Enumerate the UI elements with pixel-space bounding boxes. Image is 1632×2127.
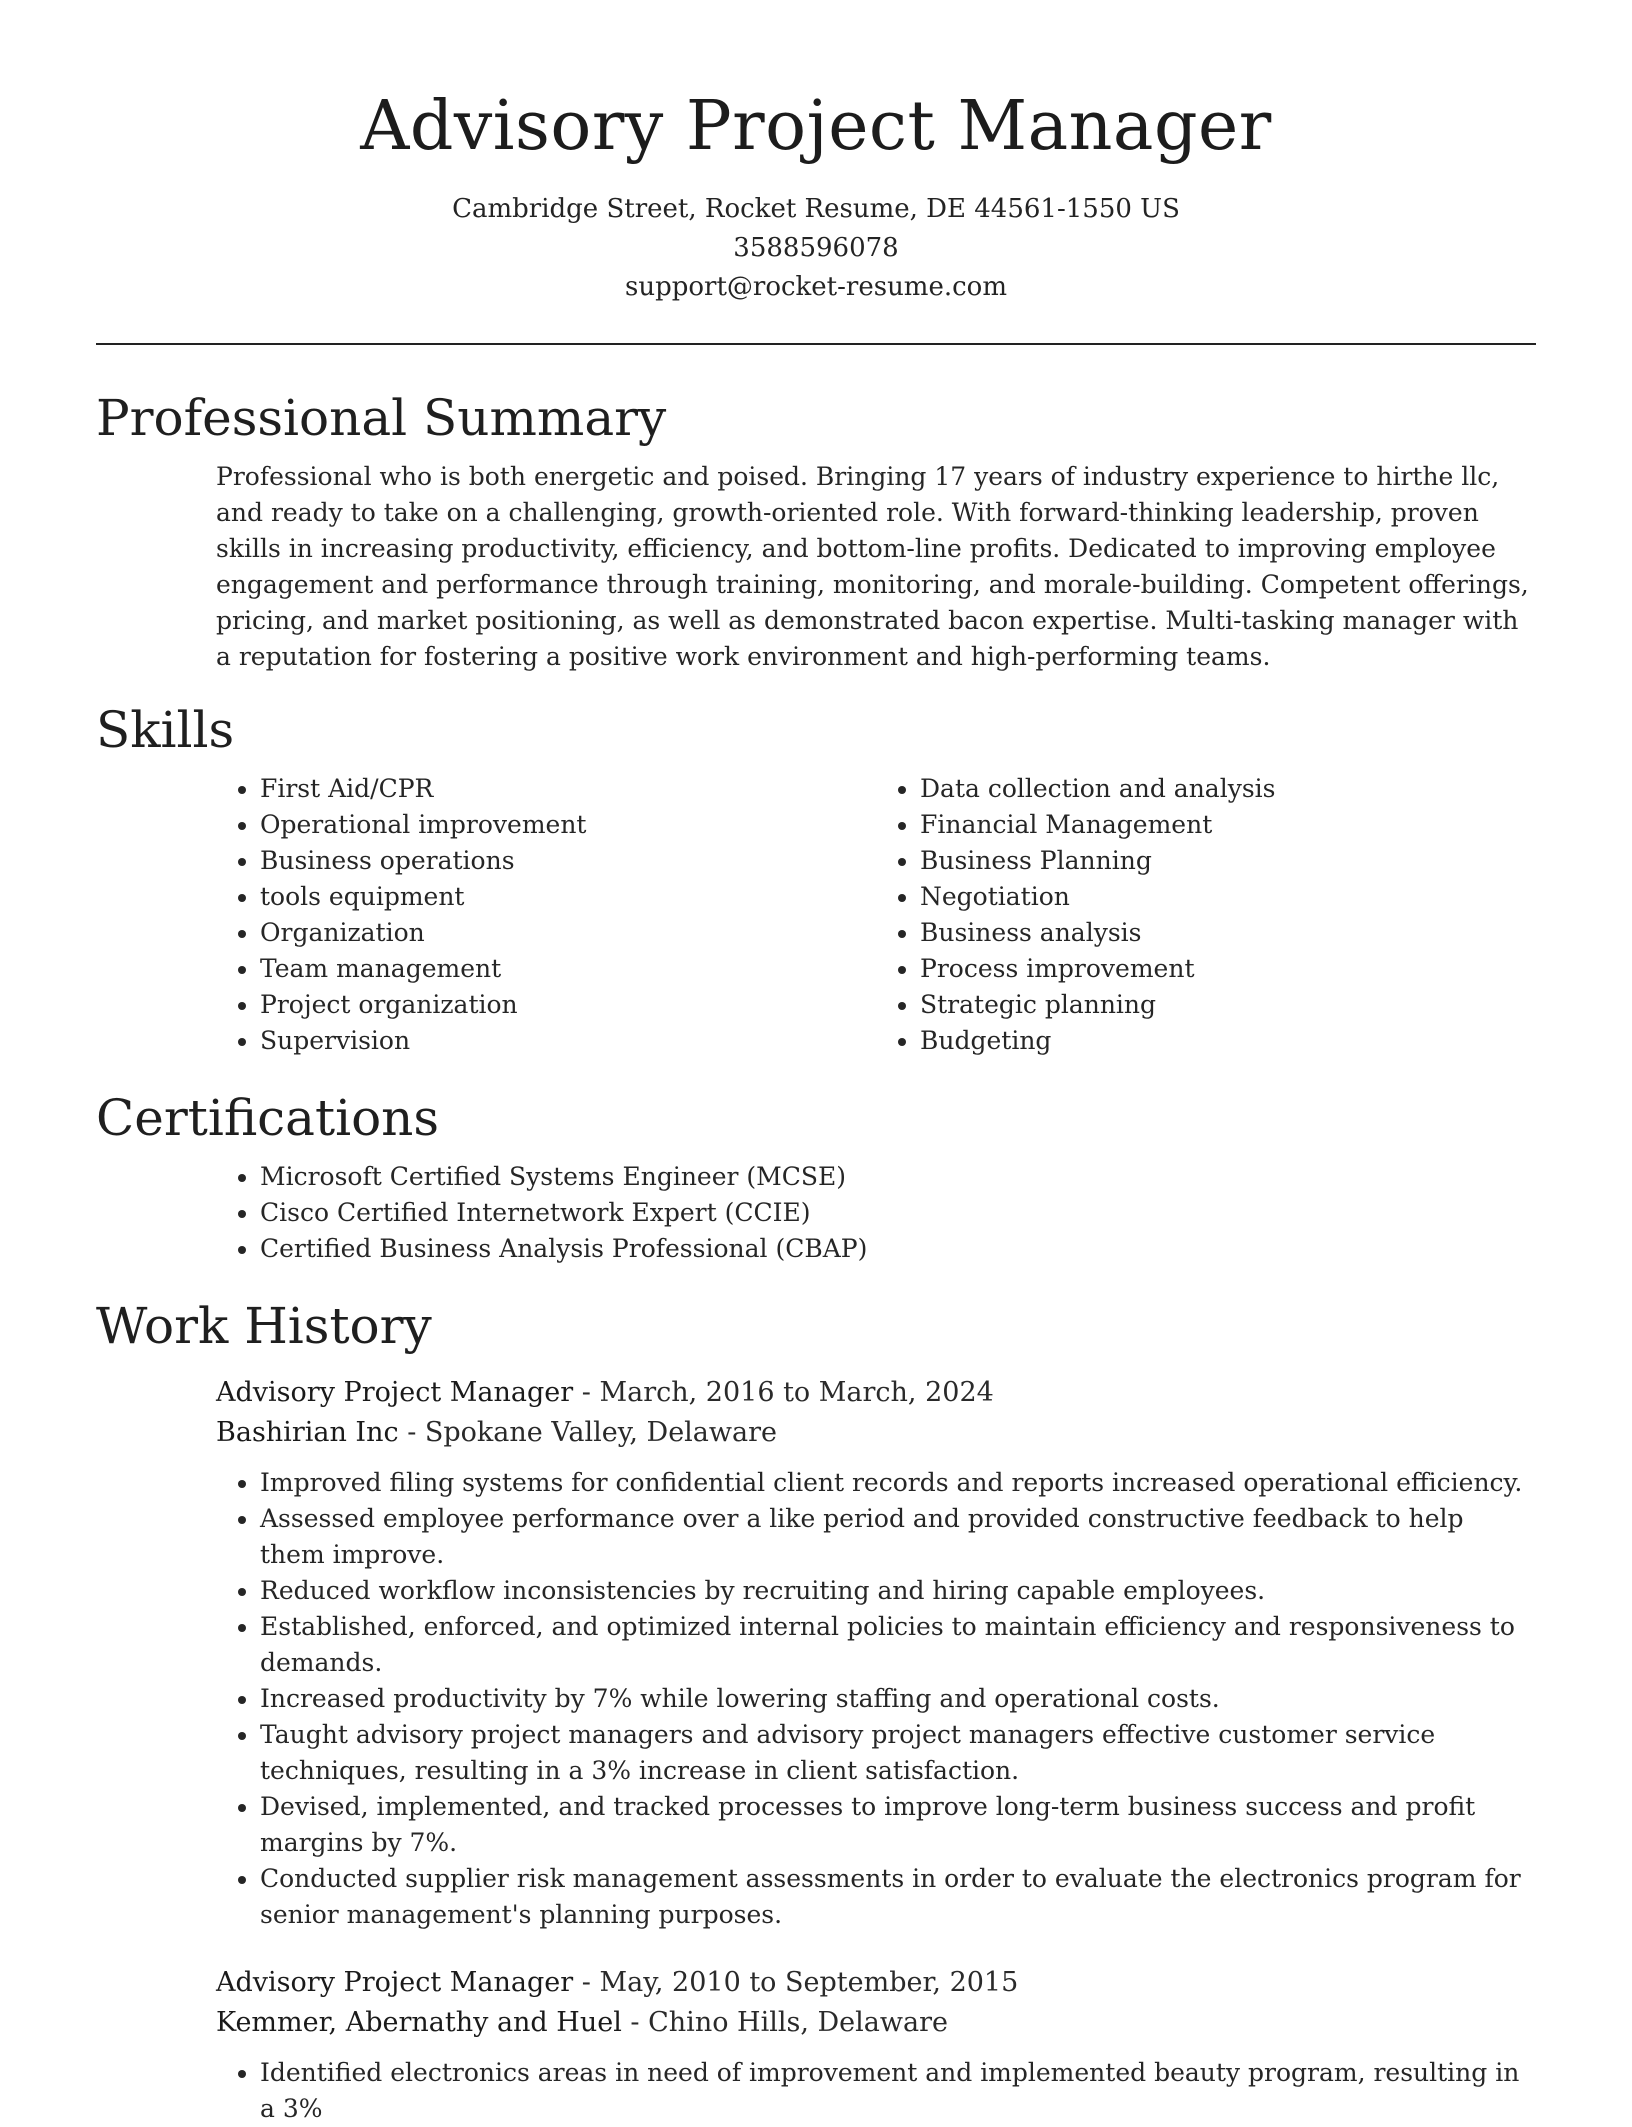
contact-email: support@rocket-resume.com	[624, 272, 1007, 302]
job-dates: - May, 2010 to September, 2015	[573, 1967, 1019, 1998]
skill-item: • Business operations	[260, 843, 876, 879]
skill-item: • Team management	[260, 951, 876, 987]
job-company-line	[216, 2003, 1536, 2043]
job-entry	[216, 1373, 1536, 1933]
resume-header	[96, 0, 1536, 307]
job-bullet: • Assessed employee performance over a like period and provided constructive feedback to help them improve.	[260, 1501, 1536, 1573]
skill-item: • Supervision	[260, 1023, 876, 1059]
skill-item: • Business Planning	[920, 843, 1536, 879]
certification-item: • Microsoft Certified Systems Engineer (MCSE)	[260, 1159, 1536, 1195]
job-bullet: • Identified electronics areas in need of improvement and implemented beauty program, resulting in a 3%	[260, 2055, 1536, 2127]
job-bullet: • Taught advisory project managers and advisory project managers effective customer service techniques, resulting in a 3% increase in client satisfaction.	[260, 1717, 1536, 1789]
skill-item: • First Aid/CPR	[260, 771, 876, 807]
header-divider	[96, 343, 1536, 345]
certification-item: • Certified Business Analysis Professional (CBAP)	[260, 1231, 1536, 1267]
job-company-line	[216, 1413, 1536, 1453]
summary-heading: Professional Summary	[96, 389, 667, 447]
job-location: - Chino Hills, Delaware	[621, 2007, 948, 2038]
skill-item: • tools equipment	[260, 879, 876, 915]
skill-item: • Negotiation	[920, 879, 1536, 915]
job-title-line	[216, 1963, 1536, 2003]
job-company: Bashirian Inc	[216, 1417, 399, 1448]
job-bullets	[216, 2055, 1536, 2127]
job-entry	[216, 1963, 1536, 2127]
job-bullet: • Conducted supplier risk management assessments in order to evaluate the electronics program for senior management's planning purposes.	[260, 1861, 1536, 1933]
job-bullet: • Improved filing systems for confidential client records and reports increased operational efficiency.	[260, 1465, 1536, 1501]
job-dates: - March, 2016 to March, 2024	[573, 1377, 994, 1408]
certification-item: • Cisco Certified Internetwork Expert (CCIE)	[260, 1195, 1536, 1231]
skill-item: • Budgeting	[920, 1023, 1536, 1059]
skills-heading: Skills	[96, 701, 235, 759]
candidate-name: Advisory Project Manager	[360, 87, 1272, 166]
skill-item: • Financial Management	[920, 807, 1536, 843]
skills-columns	[216, 771, 1536, 1059]
job-bullet: • Increased productivity by 7% while lowering staffing and operational costs.	[260, 1681, 1536, 1717]
work-history-heading: Work History	[96, 1297, 432, 1355]
job-bullet: • Devised, implemented, and tracked processes to improve long-term business success and profit margins by 7%.	[260, 1789, 1536, 1861]
job-location: - Spokane Valley, Delaware	[398, 1417, 777, 1448]
job-bullet: • Established, enforced, and optimized internal policies to maintain efficiency and responsiveness to demands.	[260, 1609, 1536, 1681]
contact-address: Cambridge Street, Rocket Resume, DE 44561-1550 US	[452, 194, 1180, 224]
certifications-list	[216, 1159, 1536, 1267]
resume-page	[96, 0, 1536, 2127]
job-role: Advisory Project Manager	[216, 1377, 574, 1408]
job-role: Advisory Project Manager	[216, 1967, 574, 1998]
skill-item: • Process improvement	[920, 951, 1536, 987]
skill-item: • Organization	[260, 915, 876, 951]
job-bullets	[216, 1465, 1536, 1933]
skill-item: • Project organization	[260, 987, 876, 1023]
contact-phone: 3588596078	[733, 233, 899, 263]
job-company: Kemmer, Abernathy and Huel	[216, 2007, 622, 2038]
skills-list-right	[876, 771, 1536, 1059]
skill-item: • Data collection and analysis	[920, 771, 1536, 807]
summary-text: Professional who is both energetic and poised. Bringing 17 years of industry experience to hirthe llc, and ready to take on a challenging, growth-oriented role. With forward-thinking leadership, proven skills in increasing productivity, efficiency, and bottom-line profits. Dedicated to improving employee engagement and performance through training, monitoring, and morale-building. Competent offerings, pricing, and market positioning, as well as demonstrated bacon expertise. Multi-tasking manager with a reputation for fostering a positive work environment and high-performing teams.	[216, 462, 1529, 671]
skills-list-left	[216, 771, 876, 1059]
skill-item: • Operational improvement	[260, 807, 876, 843]
job-bullet: • Reduced workflow inconsistencies by recruiting and hiring capable employees.	[260, 1573, 1536, 1609]
job-title-line	[216, 1373, 1536, 1413]
certifications-heading: Certifications	[96, 1089, 440, 1147]
skill-item: • Business analysis	[920, 915, 1536, 951]
skill-item: • Strategic planning	[920, 987, 1536, 1023]
